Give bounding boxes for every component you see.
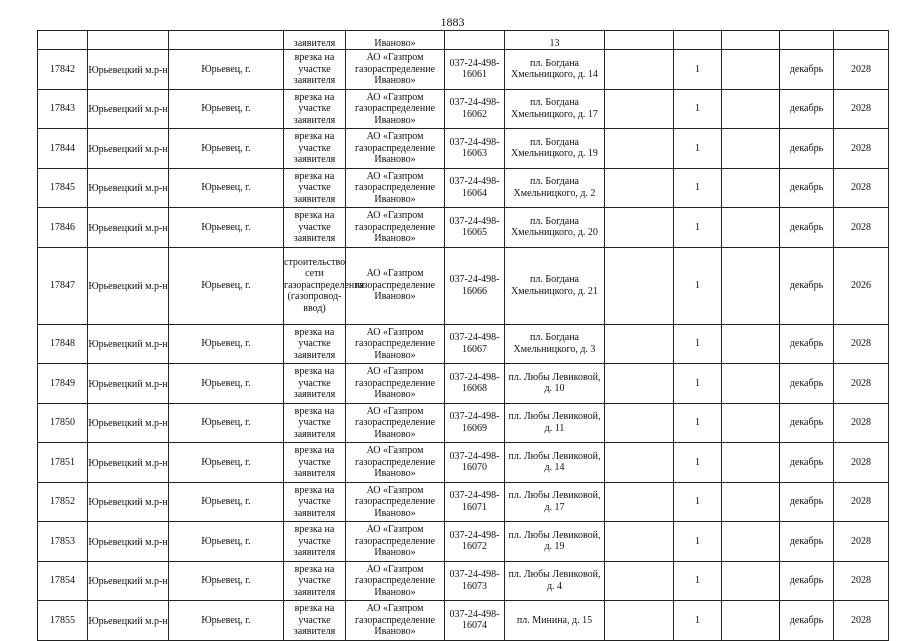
cell-code: 037-24-498-16064 xyxy=(445,168,505,208)
cell-qty: 1 xyxy=(674,324,722,364)
cell-address: пл. Богдана Хмельницкого, д. 17 xyxy=(505,89,605,129)
cell-org: АО «Газпром газораспределение Иваново» xyxy=(346,168,445,208)
cell-month: декабрь xyxy=(780,601,834,641)
cell-district: Юрьевецкий м.р-н xyxy=(88,601,169,641)
cell-blank xyxy=(605,482,674,522)
table-row xyxy=(38,247,889,324)
cell-month: декабрь xyxy=(780,50,834,90)
cell-work: врезка на участке заявителя xyxy=(284,522,346,562)
cell-code: 037-24-498-16069 xyxy=(445,403,505,443)
cell-num: 17844 xyxy=(38,129,88,169)
cell-qty: 1 xyxy=(674,403,722,443)
table-row xyxy=(38,364,889,404)
cell-qty: 1 xyxy=(674,522,722,562)
cell-blank xyxy=(605,561,674,601)
cell-address: пл. Богдана Хмельницкого, д. 19 xyxy=(505,129,605,169)
cell-org: АО «Газпром газораспределение Иваново» xyxy=(346,482,445,522)
cell-org: АО «Газпром газораспределение Иваново» xyxy=(346,129,445,169)
cell-num: 17853 xyxy=(38,522,88,562)
cell-year: 2028 xyxy=(834,129,889,169)
register-table xyxy=(37,30,889,641)
cell-work: врезка на участке заявителя xyxy=(284,403,346,443)
cell-month: декабрь xyxy=(780,403,834,443)
cell-district: Юрьевецкий м.р-н xyxy=(88,443,169,483)
cell-city: Юрьевец, г. xyxy=(169,364,284,404)
cell-address: пл. Богдана Хмельницкого, д. 20 xyxy=(505,208,605,248)
cell-blank xyxy=(605,50,674,90)
cell-year: 2028 xyxy=(834,561,889,601)
cell-blank xyxy=(605,247,674,324)
cell-org: АО «Газпром газораспределение Иваново» xyxy=(346,50,445,90)
cell-org: АО «Газпром газораспределение Иваново» xyxy=(346,324,445,364)
cell-district: Юрьевецкий м.р-н xyxy=(88,168,169,208)
cell-code: 037-24-498-16066 xyxy=(445,247,505,324)
cell-year: 2028 xyxy=(834,324,889,364)
table-row xyxy=(38,129,889,169)
cell-city: Юрьевец, г. xyxy=(169,324,284,364)
cell-org: АО «Газпром газораспределение Иваново» xyxy=(346,443,445,483)
cell-work: врезка на участке заявителя xyxy=(284,208,346,248)
cell-month: декабрь xyxy=(780,208,834,248)
cell-num: 17855 xyxy=(38,601,88,641)
cell-code: 037-24-498-16063 xyxy=(445,129,505,169)
cell-work: врезка на участке заявителя xyxy=(284,364,346,404)
cell-address: пл. Любы Левиковой, д. 14 xyxy=(505,443,605,483)
cell-blank xyxy=(605,208,674,248)
table-row xyxy=(38,168,889,208)
cell-work: врезка на участке заявителя xyxy=(284,129,346,169)
cell-district: Юрьевецкий м.р-н xyxy=(88,89,169,129)
cell-code: 037-24-498-16073 xyxy=(445,561,505,601)
table-row xyxy=(38,324,889,364)
cell-code: 037-24-498-16068 xyxy=(445,364,505,404)
table-row xyxy=(38,482,889,522)
cell-address: пл. Любы Левиковой, д. 11 xyxy=(505,403,605,443)
cell-blank xyxy=(722,482,780,522)
cell-month: декабрь xyxy=(780,129,834,169)
cell-year: 2028 xyxy=(834,601,889,641)
cell-org: АО «Газпром газораспределение Иваново» xyxy=(346,403,445,443)
table-row xyxy=(38,89,889,129)
cell-year: 2028 xyxy=(834,403,889,443)
cell-city: Юрьевец, г. xyxy=(169,129,284,169)
cell-qty: 1 xyxy=(674,247,722,324)
cell-qty xyxy=(674,31,722,50)
table-row xyxy=(38,522,889,562)
cell-year: 2028 xyxy=(834,443,889,483)
cell-org: АО «Газпром газораспределение Иваново» xyxy=(346,561,445,601)
cell-qty: 1 xyxy=(674,561,722,601)
cell-district: Юрьевецкий м.р-н xyxy=(88,129,169,169)
table-body xyxy=(38,31,889,641)
cell-code: 037-24-498-16067 xyxy=(445,324,505,364)
cell-city: Юрьевец, г. xyxy=(169,89,284,129)
cell-month: декабрь xyxy=(780,89,834,129)
cell-blank xyxy=(722,601,780,641)
cell-blank xyxy=(722,89,780,129)
cell-org: АО «Газпром газораспределение Иваново» xyxy=(346,247,445,324)
cell-address: пл. Любы Левиковой, д. 4 xyxy=(505,561,605,601)
cell-blank xyxy=(605,403,674,443)
cell-city: Юрьевец, г. xyxy=(169,561,284,601)
cell-district: Юрьевецкий м.р-н xyxy=(88,522,169,562)
cell-code: 037-24-498-16074 xyxy=(445,601,505,641)
cell-blank xyxy=(722,50,780,90)
cell-district: Юрьевецкий м.р-н xyxy=(88,50,169,90)
cell-work: врезка на участке заявителя xyxy=(284,168,346,208)
cell-work: строительство сети газораспределения (газопровод-ввод) xyxy=(284,247,346,324)
cell-work: заявителя xyxy=(284,31,346,50)
cell-address: пл. Любы Левиковой, д. 17 xyxy=(505,482,605,522)
cell-blank xyxy=(605,364,674,404)
cell-city: Юрьевец, г. xyxy=(169,482,284,522)
cell-district: Юрьевецкий м.р-н xyxy=(88,364,169,404)
cell-qty: 1 xyxy=(674,443,722,483)
cell-code: 037-24-498-16065 xyxy=(445,208,505,248)
cell-num: 17852 xyxy=(38,482,88,522)
cell-num: 17842 xyxy=(38,50,88,90)
cell-address: пл. Любы Левиковой, д. 10 xyxy=(505,364,605,404)
cell-blank xyxy=(605,601,674,641)
cell-month: декабрь xyxy=(780,324,834,364)
cell-blank xyxy=(605,522,674,562)
cell-code: 037-24-498-16072 xyxy=(445,522,505,562)
cell-qty: 1 xyxy=(674,50,722,90)
cell-blank xyxy=(722,443,780,483)
cell-qty: 1 xyxy=(674,208,722,248)
cell-year: 2028 xyxy=(834,364,889,404)
cell-num: 17851 xyxy=(38,443,88,483)
cell-blank xyxy=(722,403,780,443)
cell-month: декабрь xyxy=(780,247,834,324)
cell-num: 17850 xyxy=(38,403,88,443)
cell-work: врезка на участке заявителя xyxy=(284,324,346,364)
cell-address: пл. Богдана Хмельницкого, д. 3 xyxy=(505,324,605,364)
cell-city xyxy=(169,31,284,50)
cell-blank xyxy=(722,324,780,364)
cell-month: декабрь xyxy=(780,364,834,404)
cell-qty: 1 xyxy=(674,129,722,169)
cell-blank xyxy=(722,561,780,601)
cell-work: врезка на участке заявителя xyxy=(284,89,346,129)
cell-num: 17846 xyxy=(38,208,88,248)
cell-qty: 1 xyxy=(674,89,722,129)
cell-address: пл. Богдана Хмельницкого, д. 14 xyxy=(505,50,605,90)
cell-blank xyxy=(722,364,780,404)
table-row xyxy=(38,601,889,641)
cell-city: Юрьевец, г. xyxy=(169,522,284,562)
cell-district: Юрьевецкий м.р-н xyxy=(88,247,169,324)
cell-org: АО «Газпром газораспределение Иваново» xyxy=(346,601,445,641)
cell-num: 17843 xyxy=(38,89,88,129)
cell-qty: 1 xyxy=(674,601,722,641)
cell-address: пл. Минина, д. 15 xyxy=(505,601,605,641)
cell-num xyxy=(38,31,88,50)
cell-work: врезка на участке заявителя xyxy=(284,443,346,483)
cell-district: Юрьевецкий м.р-н xyxy=(88,561,169,601)
cell-district: Юрьевецкий м.р-н xyxy=(88,324,169,364)
cell-blank xyxy=(605,443,674,483)
cell-month: декабрь xyxy=(780,561,834,601)
table-row xyxy=(38,50,889,90)
cell-blank xyxy=(605,31,674,50)
cell-month: декабрь xyxy=(780,522,834,562)
page-number: 1883 xyxy=(440,15,465,29)
cell-year xyxy=(834,31,889,50)
cell-code: 037-24-498-16062 xyxy=(445,89,505,129)
cell-work: врезка на участке заявителя xyxy=(284,561,346,601)
cell-num: 17854 xyxy=(38,561,88,601)
cell-num: 17848 xyxy=(38,324,88,364)
cell-org: АО «Газпром газораспределение Иваново» xyxy=(346,364,445,404)
cell-year: 2028 xyxy=(834,89,889,129)
cell-city: Юрьевец, г. xyxy=(169,50,284,90)
table-row xyxy=(38,208,889,248)
cell-qty: 1 xyxy=(674,168,722,208)
cell-city: Юрьевец, г. xyxy=(169,403,284,443)
cell-district: Юрьевецкий м.р-н xyxy=(88,403,169,443)
cell-work: врезка на участке заявителя xyxy=(284,50,346,90)
cell-work: врезка на участке заявителя xyxy=(284,482,346,522)
table-row xyxy=(38,403,889,443)
cell-district: Юрьевецкий м.р-н xyxy=(88,208,169,248)
cell-month: декабрь xyxy=(780,443,834,483)
cell-blank xyxy=(722,31,780,50)
cell-code xyxy=(445,31,505,50)
table-row-continued xyxy=(38,31,889,50)
cell-blank xyxy=(722,208,780,248)
cell-work: врезка на участке заявителя xyxy=(284,601,346,641)
cell-blank xyxy=(605,129,674,169)
table-row xyxy=(38,443,889,483)
cell-city: Юрьевец, г. xyxy=(169,168,284,208)
cell-month: декабрь xyxy=(780,482,834,522)
cell-city: Юрьевец, г. xyxy=(169,247,284,324)
cell-year: 2028 xyxy=(834,522,889,562)
cell-qty: 1 xyxy=(674,364,722,404)
cell-qty: 1 xyxy=(674,482,722,522)
cell-blank xyxy=(605,168,674,208)
cell-district: Юрьевецкий м.р-н xyxy=(88,482,169,522)
cell-district xyxy=(88,31,169,50)
cell-year: 2028 xyxy=(834,482,889,522)
cell-blank xyxy=(605,324,674,364)
cell-org: Иваново» xyxy=(346,31,445,50)
cell-num: 17847 xyxy=(38,247,88,324)
cell-month xyxy=(780,31,834,50)
cell-year: 2028 xyxy=(834,50,889,90)
cell-city: Юрьевец, г. xyxy=(169,208,284,248)
table-row xyxy=(38,561,889,601)
cell-blank xyxy=(605,89,674,129)
cell-org: АО «Газпром газораспределение Иваново» xyxy=(346,522,445,562)
cell-year: 2028 xyxy=(834,208,889,248)
cell-code: 037-24-498-16071 xyxy=(445,482,505,522)
cell-num: 17849 xyxy=(38,364,88,404)
cell-year: 2028 xyxy=(834,168,889,208)
cell-code: 037-24-498-16061 xyxy=(445,50,505,90)
cell-blank xyxy=(722,247,780,324)
cell-num: 17845 xyxy=(38,168,88,208)
cell-city: Юрьевец, г. xyxy=(169,443,284,483)
cell-blank xyxy=(722,168,780,208)
cell-address: пл. Богдана Хмельницкого, д. 2 xyxy=(505,168,605,208)
cell-code: 037-24-498-16070 xyxy=(445,443,505,483)
cell-address: пл. Любы Левиковой, д. 19 xyxy=(505,522,605,562)
cell-org: АО «Газпром газораспределение Иваново» xyxy=(346,89,445,129)
cell-address: пл. Богдана Хмельницкого, д. 21 xyxy=(505,247,605,324)
cell-blank xyxy=(722,522,780,562)
cell-city: Юрьевец, г. xyxy=(169,601,284,641)
cell-address: 13 xyxy=(505,31,605,50)
cell-year: 2026 xyxy=(834,247,889,324)
cell-month: декабрь xyxy=(780,168,834,208)
cell-org: АО «Газпром газораспределение Иваново» xyxy=(346,208,445,248)
cell-blank xyxy=(722,129,780,169)
